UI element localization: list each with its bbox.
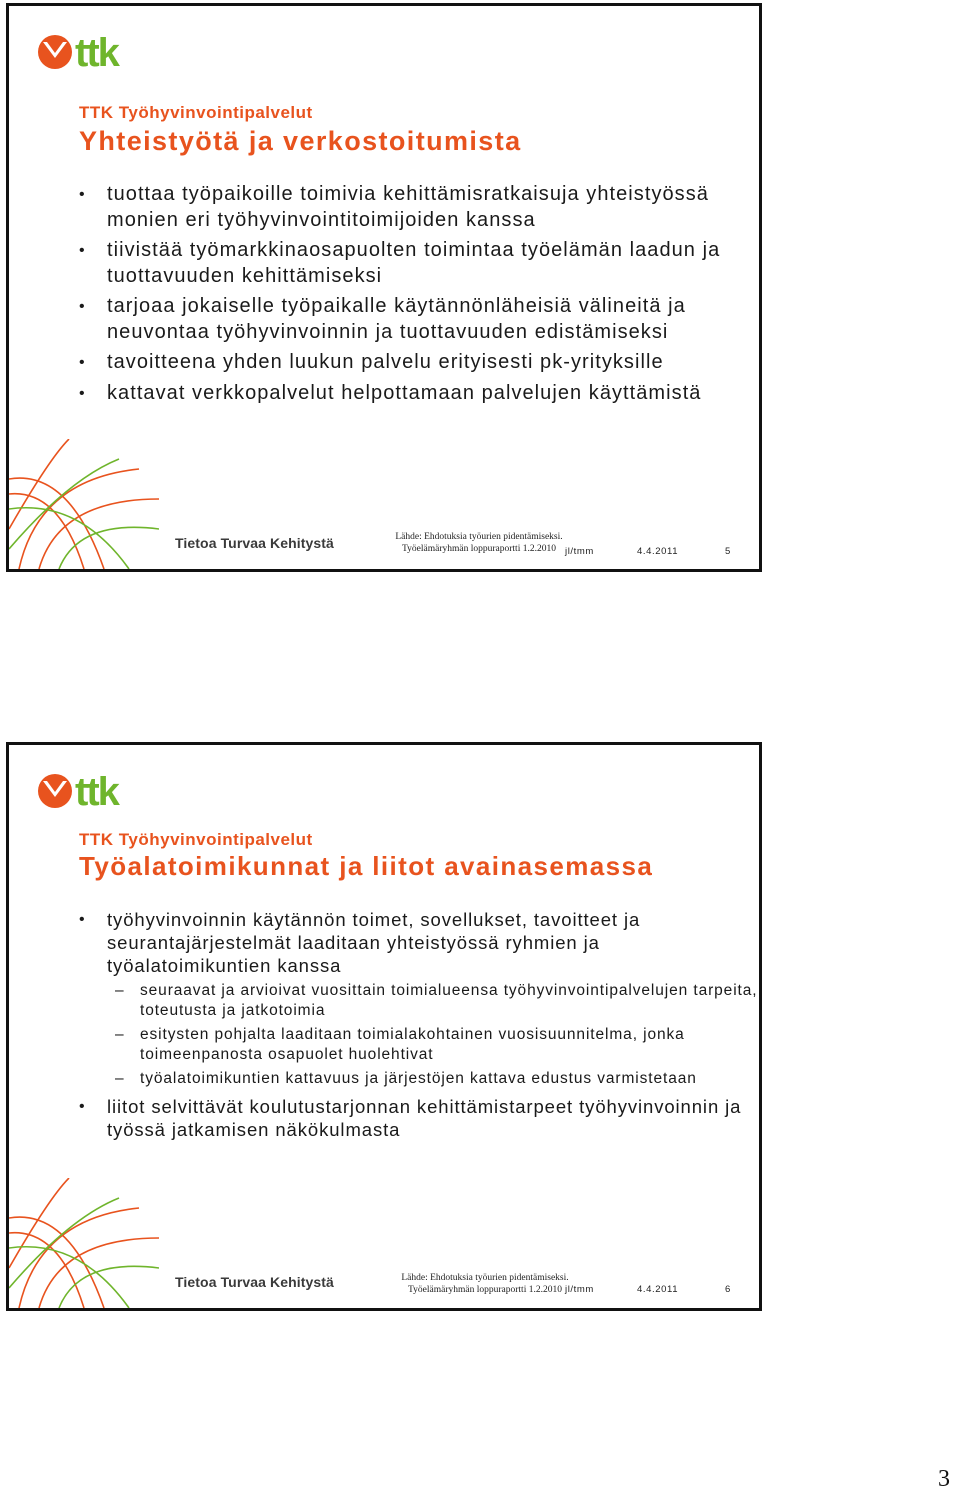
tagline: Tietoa Turvaa Kehitystä: [175, 535, 334, 551]
bullet-item: • tiivistää työmarkkinaosapuolten toimintaa työelämän laadun ja tuottavuuden kehittämiseksi: [79, 238, 759, 289]
ttk-logo: [37, 769, 147, 813]
bullet-item: • tarjoaa jokaiselle työpaikalle käytännönläheisiä välineitä ja neuvontaa työhyvinvoinnin ja tuottavuuden edistämiseksi: [79, 294, 759, 345]
ttk-logo: [37, 30, 147, 74]
ttk-logo-icon: [37, 769, 147, 813]
bullet-list: [79, 182, 759, 411]
bullet-item: • kattavat verkkopalvelut helpottamaan palvelujen käyttämistä: [79, 381, 759, 407]
slide-subtitle: TTK Työhyvinvointipalvelut: [79, 830, 313, 849]
bullet-item: • tavoitteena yhden luukun palvelu erityisesti pk-yrityksille: [79, 350, 759, 376]
bullet-item: • liitot selvittävät koulutustarjonnan kehittämistarpeet työhyvinvoinnin ja työssä jatkamisen näkökulmasta: [79, 1095, 759, 1141]
slide-date: 4.4.2011: [637, 546, 679, 557]
bullet-list: [79, 908, 759, 1144]
slide-title: Työalatoimikunnat ja liitot avainasemassa: [79, 851, 654, 881]
source-line: Työelämäryhmän loppuraportti 1.2.2010: [402, 544, 556, 554]
ttk-logo-text: ttk: [75, 770, 118, 813]
source-note: [389, 531, 569, 555]
tagline: Tietoa Turvaa Kehitystä: [175, 1274, 334, 1290]
source-line: Työelämäryhmän loppuraportti 1.2.2010: [408, 1285, 562, 1295]
source-line: Lähde: Ehdotuksia työurien pidentämiseksi.: [401, 1273, 569, 1283]
slide-number: 5: [725, 546, 731, 557]
slide-subtitle: TTK Työhyvinvointipalvelut: [79, 103, 313, 122]
sub-bullet-item: – esitysten pohjalta laaditaan toimialakohtainen vuosisuunnitelma, jonka toimeenpanosta osapuolet huolehtivat: [107, 1025, 759, 1065]
author-initials: jl/tmm: [565, 1284, 594, 1295]
document-page-number: 3: [938, 1466, 950, 1492]
bullet-item: [79, 908, 759, 1089]
slide-5: [6, 3, 762, 572]
slide-title: Yhteistyötä ja verkostoitumista: [79, 126, 522, 156]
slide-6: [6, 742, 762, 1311]
bullet-item: • tuottaa työpaikoille toimivia kehittämisratkaisuja yhteistyössä monien eri työhyvinvointitoimijoiden kanssa: [79, 182, 759, 233]
author-initials: jl/tmm: [565, 546, 594, 557]
ttk-logo-text: ttk: [75, 31, 118, 74]
source-line: Lähde: Ehdotuksia työurien pidentämiseksi.: [395, 532, 563, 542]
decorative-arcs-icon: [9, 1178, 159, 1308]
slide-number: 6: [725, 1284, 731, 1295]
sub-bullet-list: [107, 981, 759, 1089]
decorative-arcs-icon: [9, 439, 159, 569]
ttk-logo-icon: [37, 30, 147, 74]
sub-bullet-item: – työalatoimikuntien kattavuus ja järjestöjen kattava edustus varmistetaan: [107, 1069, 759, 1089]
source-note: [395, 1272, 575, 1296]
sub-bullet-item: – seuraavat ja arvioivat vuosittain toimialueensa työhyvinvointipalvelujen tarpeita, toteutusta ja jatkotoimia: [107, 981, 759, 1021]
slide-date: 4.4.2011: [637, 1284, 679, 1295]
bullet-text: työhyvinvoinnin käytännön toimet, sovellukset, tavoitteet ja seurantajärjestelmät laaditaan yhteistyössä ryhmien ja työalatoimikuntien kanssa: [107, 909, 641, 976]
